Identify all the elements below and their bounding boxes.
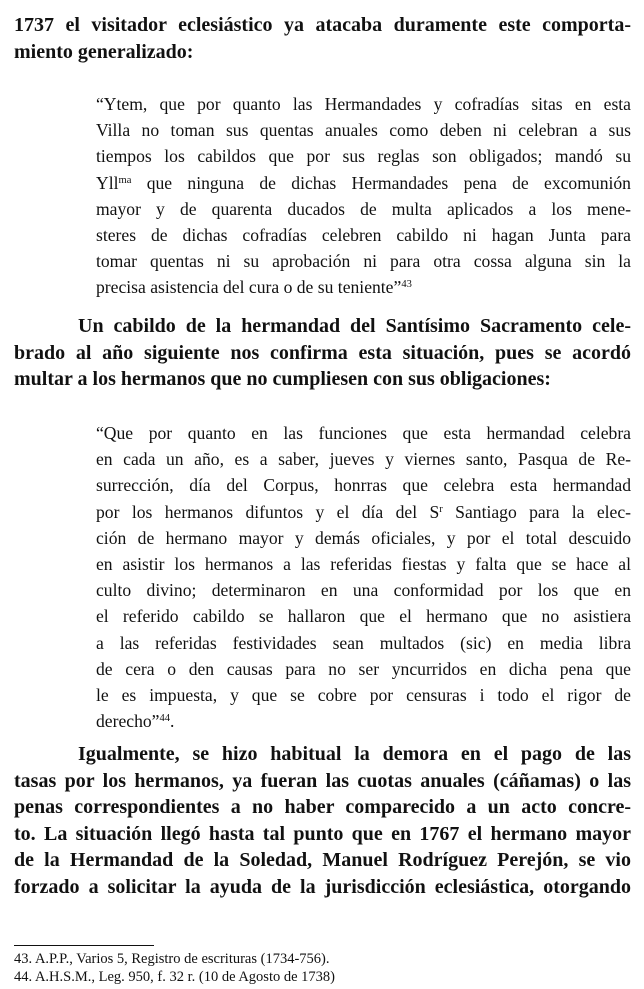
block-quote-1	[96, 91, 631, 301]
footnote-43: 43. A.P.P., Varios 5, Registro de escrituras (1734-756).	[14, 951, 330, 967]
text-line: por los hermanos difuntos y el día del $S^r$ Santiago para la elec-	[96, 501, 631, 522]
text-line: a las referidas festividades sean multados (sic) en media libra	[96, 632, 631, 653]
text-line: steres de dichas cofradías celebren cabildo ni hagan Junta para	[96, 225, 631, 246]
footnote-ref-44: 44	[159, 713, 171, 725]
text-line: tiempos los cabildos que por sus reglas son obligados; mandó su	[96, 146, 631, 167]
text-line: Villa no toman sus quentas anuales como deben ni celebran a sus	[96, 120, 631, 141]
block-quote-2	[96, 420, 631, 734]
text-line: Igualmente, se hizo habitual la demora en el pago de las	[78, 743, 631, 765]
text-line: culto divino; determinaron en una conformidad por los que en	[96, 580, 631, 601]
paragraph-intro	[14, 12, 631, 65]
text-line: Yll$^{ma}$ que ninguna de dichas Hermandades pena de excomunión	[96, 172, 631, 193]
text-line: le es impuesta, y que se cobre por censuras i todo el rigor de	[96, 685, 631, 706]
text-line: en cada un año, es a saber, jueves y viernes santo, Pasqua de Re-	[96, 449, 631, 470]
text-line: multar a los hermanos que no cumpliesen con sus obligaciones:	[14, 368, 551, 390]
paragraph-igualmente	[14, 741, 631, 900]
text-line: en asistir los hermanos a las referidas fiestas y falta que se hace al	[96, 554, 631, 575]
text-line: mayor y de quarenta ducados de multa aplicados a los mene-	[96, 198, 631, 219]
text-line: “Ytem, que por quanto las Hermandades y cofradías sitas en esta	[96, 94, 631, 114]
text-line: 1737 el visitador eclesiástico ya atacaba duramente este comporta-	[14, 14, 631, 36]
footnote-44: 44. A.H.S.M., Leg. 950, f. 32 r. (10 de Agosto de 1738)	[14, 969, 335, 985]
text-line: ción de hermano mayor y demás oficiales, y por el total descuido	[96, 527, 631, 548]
abbreviation: Yll$^{ma}$	[96, 172, 132, 193]
text-line: tasas por los hermanos, ya fueran las cuotas anuales (cáñamas) o las	[14, 769, 631, 792]
text-line: to. La situación llegó hasta tal punto que en 1767 el hermano mayor	[14, 822, 631, 845]
text-line: derecho”$^{44}$.	[96, 711, 175, 732]
text-line: “Que por quanto en las funciones que esta hermandad celebra	[96, 423, 631, 443]
text-line: brado al año siguiente nos confirma esta situación, pues se acordó	[14, 341, 631, 364]
paragraph-cabildo	[14, 313, 631, 393]
text-line: Un cabildo de la hermandad del Santísimo Sacramento cele-	[78, 315, 631, 337]
text-line: precisa asistencia del cura o de su teniente”$^{43}$	[96, 277, 412, 298]
abbreviation: $S^r$	[429, 501, 443, 522]
footnote-ref-43: 43	[401, 279, 412, 291]
text-line: el referido cabildo se hallaron que el hermano que no asistiera	[96, 606, 631, 627]
text-line: miento generalizado:	[14, 40, 194, 63]
text-line: de la Hermandad de la Soledad, Manuel Rodríguez Perejón, se vio	[14, 849, 631, 871]
text-line: tomar quentas ni su aprobación ni para otra cossa alguna sin la	[96, 251, 631, 272]
text-line: forzado a solicitar la ayuda de la jurisdicción eclesiástica, otorgando	[14, 875, 631, 898]
text-line: penas correspondientes a no haber comparecido a un acto concre-	[14, 796, 631, 818]
text-line: de cera o den causas para no ser yncurridos en dicha pena que	[96, 658, 631, 679]
text-line: surrección, día del Corpus, honrras que celebra esta hermandad	[96, 475, 631, 496]
footnote-separator	[14, 945, 154, 946]
